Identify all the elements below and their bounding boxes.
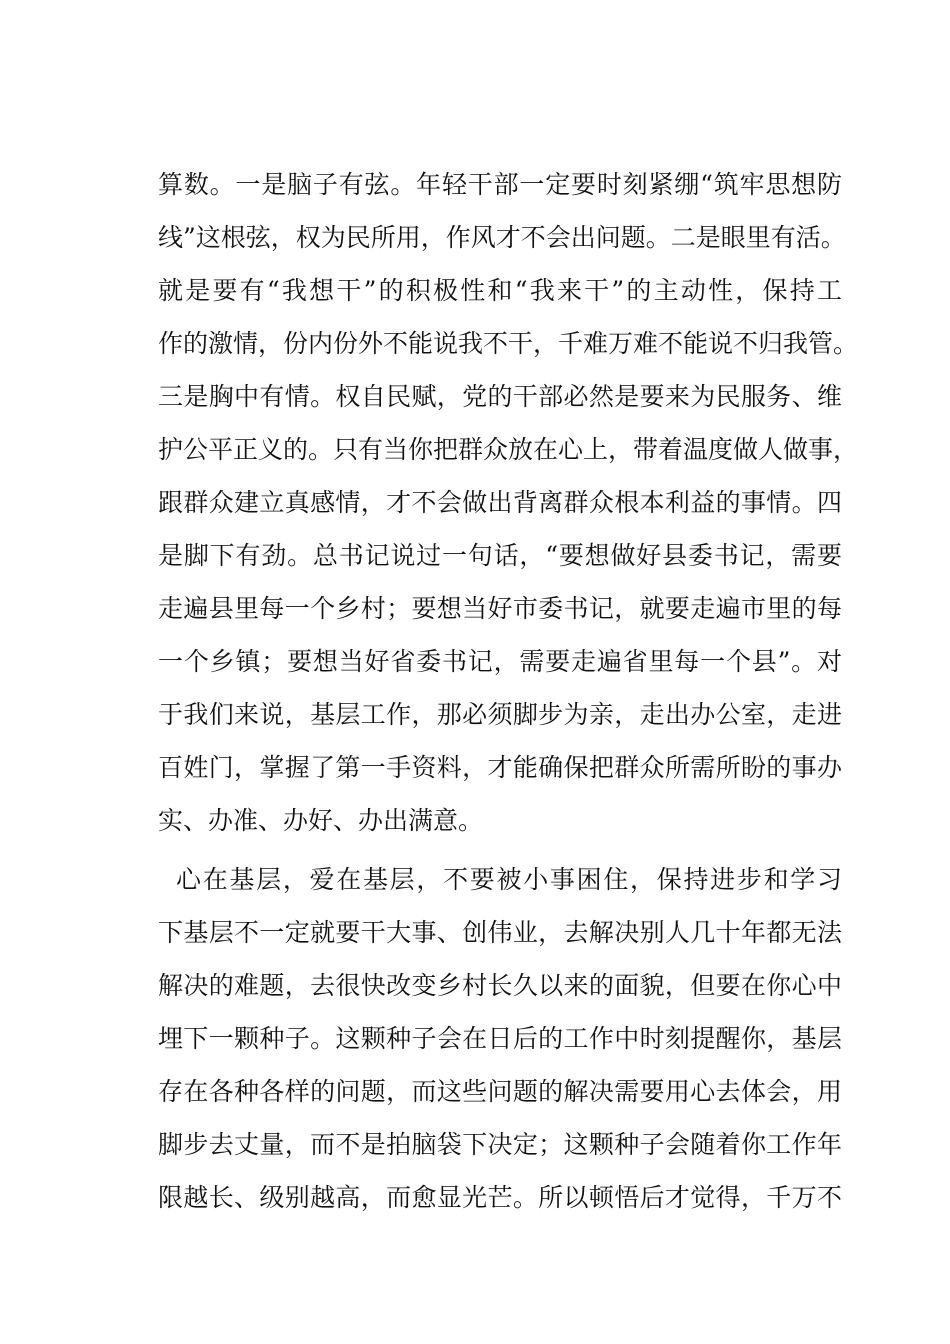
text-line: 埋下一颗种子。这颗种子会在日后的工作中时刻提醒你，基层 (158, 1024, 842, 1053)
text-line: 于我们来说，基层工作，那必须脚步为亲，走出办公室，走进 (158, 700, 842, 729)
text-line: 是脚下有劲。总书记说过一句话，“要想做好县委书记，需要 (158, 541, 842, 570)
text-line: 脚步去丈量，而不是拍脑袋下决定；这颗种子会随着你工作年 (158, 1130, 842, 1159)
text-line: 就是要有“我想干”的积极性和“我来干”的主动性，保持工 (158, 276, 842, 305)
text-line: 存在各种各样的问题，而这些问题的解决需要用心去体会，用 (158, 1077, 842, 1106)
text-line: 护公平正义的。只有当你把群众放在心上，带着温度做人做事， (158, 435, 859, 464)
text-line: 下基层不一定就要干大事、创伟业，去解决别人几十年都无法 (158, 918, 842, 947)
text-line: 三是胸中有情。权自民赋，党的干部必然是要来为民服务、维 (158, 382, 842, 411)
text-line: 跟群众建立真感情，才不会做出背离群众根本利益的事情。四 (158, 488, 842, 517)
text-line: 解决的难题，去很快改变乡村长久以来的面貌，但要在你心中 (158, 971, 842, 1000)
text-line: 算数。一是脑子有弦。年轻干部一定要时刻紧绷“筑牢思想防 (158, 170, 842, 199)
text-line: 限越长、级别越高，而愈显光芒。所以顿悟后才觉得，千万不 (158, 1183, 842, 1212)
text-line: 百姓门，掌握了第一手资料，才能确保把群众所需所盼的事办 (158, 753, 842, 782)
text-line: 一个乡镇；要想当好省委书记，需要走遍省里每一个县”。对 (158, 647, 842, 676)
text-line: 走遍县里每一个乡村；要想当好市委书记，就要走遍市里的每 (158, 594, 842, 623)
text-line: 心在基层，爱在基层，不要被小事困住，保持进步和学习 (176, 865, 842, 894)
text-line: 线”这根弦，权为民所用，作风才不会出问题。二是眼里有活。 (158, 223, 846, 252)
text-line: 作的激情，份内份外不能说我不干，千难万难不能说不归我管。 (158, 329, 859, 358)
text-line: 实、办准、办好、办出满意。 (158, 806, 484, 835)
